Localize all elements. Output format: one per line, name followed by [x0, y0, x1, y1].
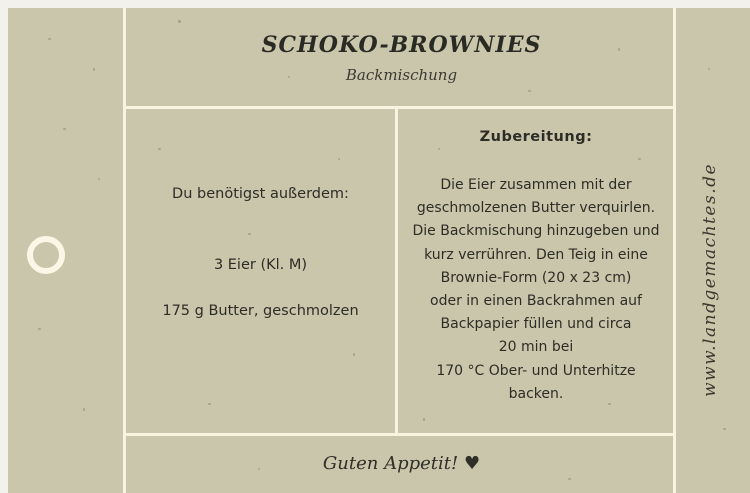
- preparation-line: oder in einen Backrahmen auf: [430, 293, 642, 310]
- paper-speck: [208, 403, 211, 405]
- paper-speck: [528, 90, 531, 92]
- preparation-line: Backpapier füllen und circa: [440, 316, 632, 333]
- paper-speck: [353, 353, 355, 356]
- product-title: SCHOKO-BROWNIES: [261, 32, 542, 58]
- paper-speck: [248, 233, 251, 235]
- center-divider-line: [395, 106, 398, 436]
- preparation-line: Die Eier zusammen mit der: [440, 177, 632, 193]
- preparation-line: kurz verrühren. Den Teig in eine: [424, 246, 648, 263]
- preparation-line: 20 min bei: [498, 339, 574, 356]
- paper-speck: [38, 328, 41, 330]
- bottom-divider-line: [123, 433, 676, 436]
- need-item-butter: 175 g Butter, geschmolzen: [162, 303, 359, 319]
- paper-speck: [638, 158, 641, 160]
- preparation-text: [399, 174, 673, 406]
- product-subtitle: Backmischung: [345, 66, 458, 84]
- preparation-heading: Zubereitung:: [479, 129, 593, 145]
- need-item-eggs: 3 Eier (Kl. M): [213, 257, 308, 273]
- paper-speck: [98, 178, 100, 180]
- preparation-line: 170 °C Ober- und Unterhitze: [436, 362, 636, 379]
- needs-label: Du benötigst außerdem:: [172, 186, 349, 202]
- paper-speck: [723, 428, 726, 430]
- preparation-line: Die Backmischung hinzugeben und: [412, 223, 660, 240]
- paper-speck: [83, 408, 85, 411]
- paper-speck: [63, 128, 66, 130]
- paper-speck: [423, 418, 425, 421]
- paper-speck: [568, 478, 571, 480]
- paper-speck: [48, 38, 51, 40]
- recipe-card: [8, 8, 750, 493]
- left-divider-line: [123, 8, 126, 493]
- website-url: www.landgemachtes.de: [700, 162, 720, 398]
- paper-speck: [438, 148, 440, 150]
- footer-greeting: Guten Appetit! ♥: [322, 453, 481, 474]
- preparation-line: backen.: [508, 385, 564, 402]
- preparation-line: Brownie-Form (20 x 23 cm): [440, 269, 632, 286]
- paper-speck: [93, 68, 95, 71]
- paper-speck: [178, 20, 181, 23]
- preparation-line: geschmolzenen Butter verquirlen.: [416, 200, 656, 217]
- paper-speck: [338, 158, 340, 160]
- paper-speck: [708, 68, 710, 70]
- top-divider-line: [123, 106, 676, 109]
- paper-speck: [158, 148, 161, 150]
- tag-hole-ring: [27, 236, 65, 274]
